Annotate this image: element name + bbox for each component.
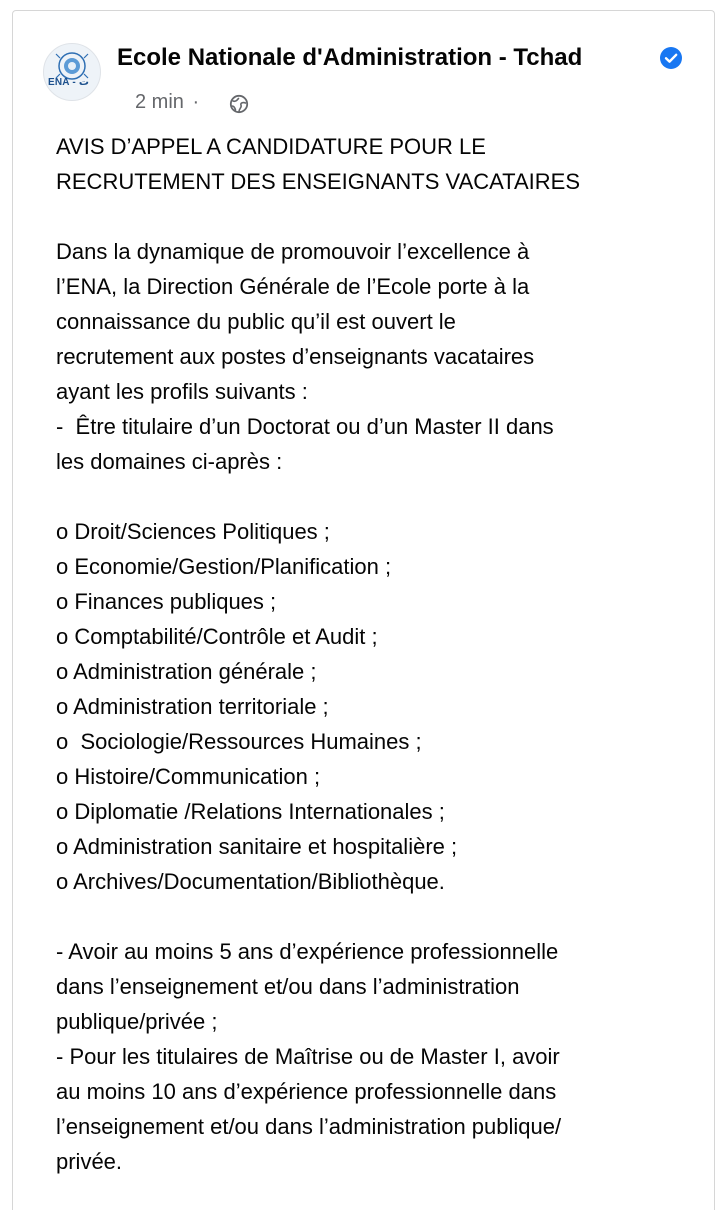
post-text-line: - Avoir au moins 5 ans d’expérience professionnelle	[56, 939, 559, 964]
meta-separator: ·	[192, 91, 200, 113]
post-text-line: AVIS D’APPEL A CANDIDATURE POUR LE	[56, 134, 486, 159]
post-text-line: o Archives/Documentation/Bibliothèque.	[56, 869, 445, 894]
avatar[interactable]	[43, 43, 101, 101]
ena-logo-icon	[44, 44, 100, 100]
avatar-label: ENA - ت	[48, 77, 89, 88]
blank-line	[56, 479, 706, 514]
post-text-line: au moins 10 ans d’expérience professionnelle dans	[56, 1079, 557, 1104]
blank-line	[56, 199, 706, 234]
page-name-link[interactable]: Ecole Nationale d'Administration - Tchad	[117, 44, 583, 71]
post-text-line: o Histoire/Communication ;	[56, 764, 321, 789]
globe-icon[interactable]	[229, 94, 249, 114]
post-text-line: o Administration territoriale ;	[56, 694, 329, 719]
post-text-line: les domaines ci-après :	[56, 449, 283, 474]
post-text-line: o Finances publiques ;	[56, 589, 277, 614]
post-text-line: o Sociologie/Ressources Humaines ;	[56, 729, 422, 754]
post-text-line: ayant les profils suivants :	[56, 379, 308, 404]
post-text-line: privée.	[56, 1149, 123, 1174]
post-text-line: recrutement aux postes d’enseignants vacataires	[56, 344, 535, 369]
post-text-line: publique/privée ;	[56, 1009, 218, 1034]
post-text-line: connaissance du public qu’il est ouvert le	[56, 309, 456, 334]
post-text-line: - Pour les titulaires de Maîtrise ou de Master I, avoir	[56, 1044, 560, 1069]
post-card	[12, 10, 715, 1210]
post-text-line: - Être titulaire d’un Doctorat ou d’un Master II dans	[56, 414, 554, 439]
post-body	[56, 129, 706, 1179]
post-text-line: Dans la dynamique de promouvoir l’excellence à	[56, 239, 530, 264]
post-text-line: o Administration sanitaire et hospitalière ;	[56, 834, 458, 859]
post-text-line: o Administration générale ;	[56, 659, 317, 684]
post-text-line: dans l’enseignement et/ou dans l’administration	[56, 974, 520, 999]
post-header	[43, 43, 703, 113]
post-timestamp[interactable]: 2 min	[135, 91, 184, 113]
blank-line	[56, 899, 706, 934]
post-text-line: l’enseignement et/ou dans l’administration publique/	[56, 1114, 562, 1139]
post-text-line: o Comptabilité/Contrôle et Audit ;	[56, 624, 378, 649]
post-text-line: RECRUTEMENT DES ENSEIGNANTS VACATAIRES	[56, 169, 581, 194]
post-text-line: o Diplomatie /Relations Internationales ;	[56, 799, 445, 824]
verified-badge-icon	[659, 46, 683, 70]
post-text-line: o Droit/Sciences Politiques ;	[56, 519, 330, 544]
post-meta	[135, 91, 202, 114]
post-text-line: o Economie/Gestion/Planification ;	[56, 554, 392, 579]
post-text-line: l’ENA, la Direction Générale de l’Ecole porte à la	[56, 274, 530, 299]
